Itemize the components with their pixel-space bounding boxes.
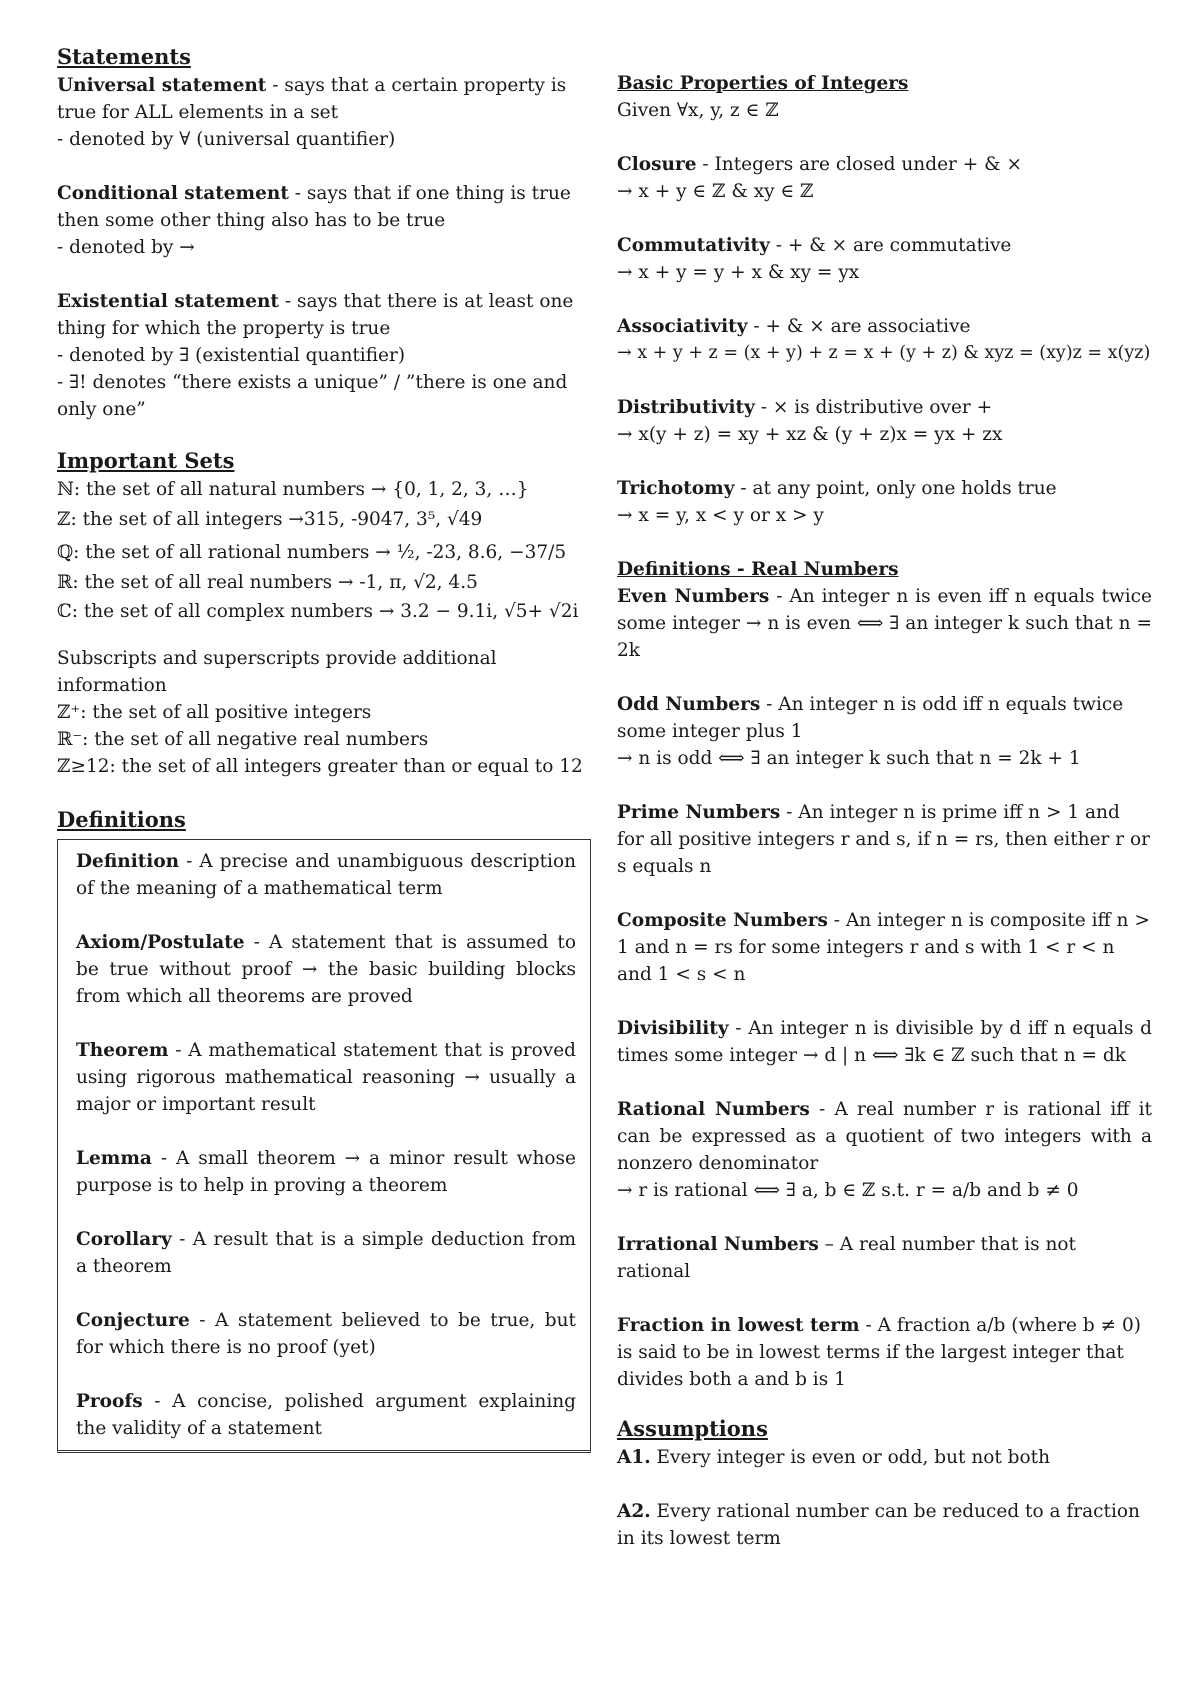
real-def-formula: → r is rational ⟺ ∃ a, b ∈ ℤ s.t. r = a/b and b ≠ 0 xyxy=(617,1180,1079,1201)
property-item xyxy=(617,232,1152,286)
property-text: - + & × are associative xyxy=(747,316,971,337)
conditional-statement xyxy=(57,180,595,261)
set-natural: ℕ: the set of all natural numbers → {0, 1, 2, 3, …} xyxy=(57,479,529,500)
def-term: Theorem xyxy=(76,1040,169,1061)
real-def-item xyxy=(617,1312,1152,1393)
universal-statement xyxy=(57,72,595,153)
real-def-text: - A real number r is rational iff it can be expressed as a quotient of two integers with a nonzero denominator xyxy=(617,1099,1152,1174)
property-formula: → x + y + z = (x + y) + z = x + (y + z) & xyz = (xy)z = x(yz) xyxy=(617,343,1151,363)
definition-item xyxy=(76,1226,576,1280)
subscript-negative-reals: ℝ⁻: the set of all negative real numbers xyxy=(57,729,429,750)
section-title-assumptions: Assumptions xyxy=(617,1416,768,1441)
section-title-real-numbers: Definitions - Real Numbers xyxy=(617,559,899,580)
real-def-item xyxy=(617,1096,1152,1204)
real-def-term: Odd Numbers xyxy=(617,694,761,715)
real-def-text: - A fraction a/b (where b ≠ 0) is said to be in lowest terms if the largest integer that divides both a and b is 1 xyxy=(617,1315,1141,1390)
property-text: - at any point, only one holds true xyxy=(734,478,1057,499)
real-def-term: Prime Numbers xyxy=(617,802,781,823)
real-def-term: Rational Numbers xyxy=(617,1099,810,1120)
property-term: Distributivity xyxy=(617,397,755,418)
assumption-item xyxy=(617,1444,1152,1471)
property-formula: → x = y, x < y or x > y xyxy=(617,505,824,526)
def-text: - A concise, polished argument explaining the validity of a statement xyxy=(76,1391,576,1439)
note-existential-2: - ∃! denotes “there exists a unique” / ”there is one and only one” xyxy=(57,372,568,420)
assumptions-section xyxy=(617,1414,1152,1552)
def-term: Axiom/Postulate xyxy=(76,932,245,953)
real-def-term: Divisibility xyxy=(617,1018,729,1039)
desc-universal: - says that a certain property is true for ALL elements in a set xyxy=(57,75,567,123)
set-integers: ℤ: the set of all integers →315, -9047, 3⁵, √49 xyxy=(57,509,483,530)
real-def-text: - An integer n is divisible by d iff n equals d times some integer → d | n ⟺ ∃k ∈ ℤ such that n = dk xyxy=(617,1018,1152,1066)
definition-item xyxy=(76,1307,576,1361)
def-text: - A statement believed to be true, but for which there is no proof (yet) xyxy=(76,1310,576,1358)
property-formula: → x + y ∈ ℤ & xy ∈ ℤ xyxy=(617,181,814,202)
property-text: - Integers are closed under + & × xyxy=(696,154,1022,175)
subscript-integers-ge-12: ℤ≥12: the set of all integers greater than or equal to 12 xyxy=(57,756,583,777)
def-term: Corollary xyxy=(76,1229,172,1250)
definition-item xyxy=(76,1145,576,1199)
real-def-text: - An integer n is even iff n equals twice some integer → n is even ⟺ ∃ an integer k such that n = 2k xyxy=(617,586,1152,661)
property-item xyxy=(617,151,1152,205)
real-def-item xyxy=(617,583,1152,664)
note-existential-1: - denoted by ∃ (existential quantifier) xyxy=(57,345,406,366)
property-term: Commutativity xyxy=(617,235,770,256)
subscripts-block xyxy=(57,645,595,780)
definition-item xyxy=(76,1037,576,1118)
definitions-box xyxy=(57,839,591,1453)
assumption-term: A1. xyxy=(617,1447,651,1468)
property-term: Closure xyxy=(617,154,697,175)
real-def-item xyxy=(617,799,1152,880)
term-conditional: Conditional statement xyxy=(57,183,289,204)
real-def-item xyxy=(617,691,1152,772)
right-column xyxy=(617,70,1152,1579)
real-def-term: Even Numbers xyxy=(617,586,770,607)
important-sets-section xyxy=(57,446,595,780)
definition-item xyxy=(76,929,576,1010)
real-def-term: Composite Numbers xyxy=(617,910,828,931)
set-rational: ℚ: the set of all rational numbers → ½, -23, 8.6, −37/5 xyxy=(57,542,567,563)
desc-conditional: - says that if one thing is true then some other thing also has to be true xyxy=(57,183,571,231)
section-title-sets: Important Sets xyxy=(57,448,235,473)
assumption-text: Every rational number can be reduced to a fraction in its lowest term xyxy=(617,1501,1140,1549)
existential-statement xyxy=(57,288,595,423)
set-complex: ℂ: the set of all complex numbers → 3.2 − 9.1i, √5+ √2i xyxy=(57,601,579,622)
property-term: Associativity xyxy=(617,316,748,337)
real-def-item xyxy=(617,907,1152,988)
assumption-item xyxy=(617,1498,1152,1552)
subscripts-intro: Subscripts and superscripts provide additional information xyxy=(57,648,497,696)
def-term: Proofs xyxy=(76,1391,143,1412)
desc-existential: - says that there is at least one thing for which the property is true xyxy=(57,291,574,339)
def-text: - A precise and unambiguous description of the meaning of a mathematical term xyxy=(76,851,576,899)
real-def-text: - An integer n is composite iff n > 1 and n = rs for some integers r and s with 1 < r < n and 1 < s < n xyxy=(617,910,1150,985)
basic-properties-section xyxy=(617,70,1152,529)
def-text: - A statement that is assumed to be true without proof → the basic building blocks from which all theorems are proved xyxy=(76,932,576,1007)
real-def-term: Irrational Numbers xyxy=(617,1234,819,1255)
definitions-section xyxy=(57,805,595,1453)
assumption-term: A2. xyxy=(617,1501,651,1522)
real-def-term: Fraction in lowest term xyxy=(617,1315,860,1336)
note-universal: - denoted by ∀ (universal quantifier) xyxy=(57,129,396,150)
def-term: Conjecture xyxy=(76,1310,190,1331)
real-def-item xyxy=(617,1015,1152,1069)
def-text: - A result that is a simple deduction from a theorem xyxy=(76,1229,576,1277)
real-numbers-section xyxy=(617,556,1152,1393)
property-item xyxy=(617,313,1152,367)
real-def-item xyxy=(617,1231,1152,1285)
section-title-definitions: Definitions xyxy=(57,807,186,832)
term-universal: Universal statement xyxy=(57,75,267,96)
def-text: - A small theorem → a minor result whose purpose is to help in proving a theorem xyxy=(76,1148,576,1196)
section-title-statements: Statements xyxy=(57,44,191,69)
definition-item xyxy=(76,1388,576,1442)
section-title-basic-properties: Basic Properties of Integers xyxy=(617,73,909,94)
real-def-text: - An integer n is prime iff n > 1 and for all positive integers r and s, if n = rs, then either r or s equals n xyxy=(617,802,1150,877)
set-real: ℝ: the set of all real numbers → -1, π, √2, 4.5 xyxy=(57,572,478,593)
property-formula: → x + y = y + x & xy = yx xyxy=(617,262,860,283)
property-item xyxy=(617,475,1152,529)
real-def-formula: → n is odd ⟺ ∃ an integer k such that n = 2k + 1 xyxy=(617,748,1081,769)
property-text: - + & × are commutative xyxy=(769,235,1012,256)
given-line: Given ∀x, y, z ∈ ℤ xyxy=(617,100,779,121)
property-formula: → x(y + z) = xy + xz & (y + z)x = yx + zx xyxy=(617,424,1003,445)
note-conditional: - denoted by → xyxy=(57,237,195,258)
assumption-text: Every integer is even or odd, but not both xyxy=(650,1447,1051,1468)
property-text: - × is distributive over + xyxy=(754,397,993,418)
real-def-text: - An integer n is odd iff n equals twice some integer plus 1 xyxy=(617,694,1124,742)
def-term: Definition xyxy=(76,851,180,872)
term-existential: Existential statement xyxy=(57,291,279,312)
real-def-text: – A real number that is not rational xyxy=(617,1234,1076,1282)
def-term: Lemma xyxy=(76,1148,152,1169)
subscript-positive-integers: ℤ⁺: the set of all positive integers xyxy=(57,702,372,723)
property-item xyxy=(617,394,1152,448)
left-column xyxy=(57,42,595,1453)
statements-section xyxy=(57,42,595,423)
property-term: Trichotomy xyxy=(617,478,735,499)
definition-item xyxy=(76,848,576,902)
def-text: - A mathematical statement that is proved using rigorous mathematical reasoning → usually a major or important result xyxy=(76,1040,576,1115)
